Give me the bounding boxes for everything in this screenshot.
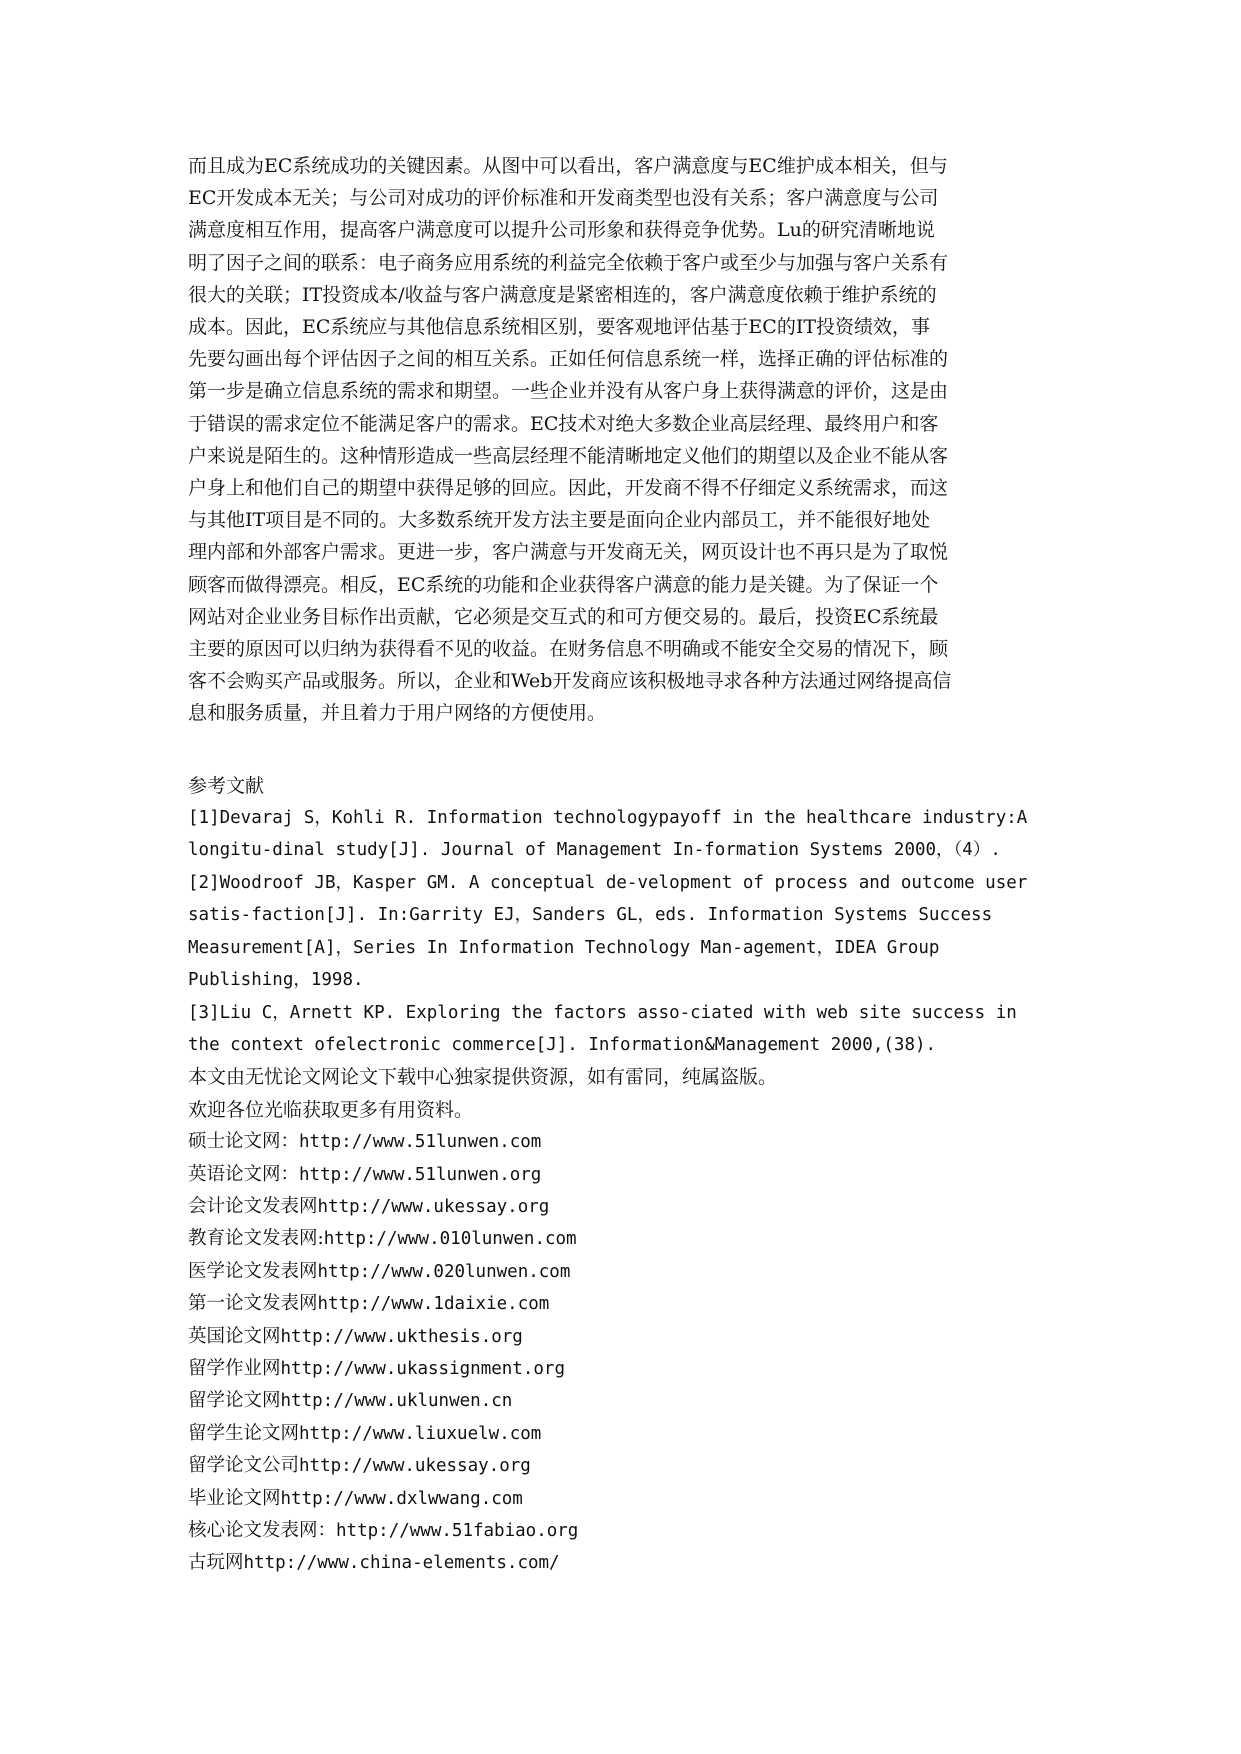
site-row: [188, 1223, 1054, 1255]
site-link[interactable]: http://www.020lunwen.com: [317, 1261, 571, 1282]
site-link[interactable]: http://www.china-elements.com/: [243, 1553, 560, 1574]
reference-line: [1]Devaraj S，Kohli R. Information technologypayoff in the healthcare industry:A: [188, 808, 1028, 829]
site-label: 核心论文发表网：: [188, 1520, 337, 1541]
site-link[interactable]: http://www.liuxuelw.com: [299, 1423, 542, 1444]
document-page: [188, 150, 1054, 1580]
site-label: 留学论文网: [188, 1390, 281, 1412]
site-link[interactable]: http://www.1daixie.com: [317, 1294, 550, 1315]
references-section: [188, 770, 1054, 1580]
site-row: [188, 1159, 1054, 1191]
reference-line: [2]Woodroof JB，Kasper GM. A conceptual de-velopment of process and outcome user: [188, 872, 1028, 893]
site-row: [188, 1191, 1054, 1223]
body-line: 于错误的需求定位不能满足客户的需求。EC技术对绝大多数企业高层经理、最终用户和客: [188, 412, 939, 435]
site-link[interactable]: http://www.51fabiao.org: [336, 1521, 579, 1541]
body-line: 而且成为EC系统成功的关键因素。从图中可以看出，客户满意度与EC维护成本相关，但与: [188, 155, 948, 177]
site-row: [188, 1385, 1054, 1417]
reference-line: [3]Liu C，Arnett KP. Exploring the factors asso-ciated with web site success in: [188, 1002, 1017, 1023]
site-label: 硕士论文网：: [188, 1131, 300, 1153]
body-line: 理内部和外部客户需求。更进一步，客户满意与开发商无关，网页设计也不再只是为了取悦: [188, 541, 949, 564]
body-line: 户来说是陌生的。这种情形造成一些高层经理不能清晰地定义他们的期望以及企业不能从客: [188, 444, 949, 467]
site-link[interactable]: http://www.ukessay.org: [317, 1196, 550, 1217]
site-label: 英国论文网: [188, 1325, 281, 1347]
site-row: [188, 1256, 1054, 1288]
site-row: [188, 1288, 1054, 1320]
notice-line: 本文由无忧论文网论文下载中心独家提供资源，如有雷同，纯属盗版。: [188, 1066, 778, 1089]
site-label: 教育论文发表网:: [188, 1228, 324, 1250]
site-row: [188, 1547, 1054, 1579]
site-link[interactable]: http://www.51lunwen.org: [299, 1164, 542, 1185]
site-row: [188, 1321, 1054, 1353]
site-label: 古玩网: [188, 1552, 244, 1574]
site-link[interactable]: http://www.uklunwen.cn: [280, 1391, 513, 1412]
site-row: [188, 1515, 1054, 1547]
site-link[interactable]: http://www.010lunwen.com: [323, 1229, 577, 1250]
site-label: 留学生论文网: [188, 1422, 300, 1444]
body-paragraph: [188, 150, 1054, 730]
body-line: 与其他IT项目是不同的。大多数系统开发方法主要是面向企业内部员工，并不能很好地处: [188, 509, 931, 532]
site-link[interactable]: http://www.ukassignment.org: [280, 1358, 565, 1379]
reference-line: Publishing，1998.: [188, 970, 364, 991]
site-row: [188, 1418, 1054, 1450]
site-row: [188, 1450, 1054, 1482]
body-line: 很大的关联；IT投资成本/收益与客户满意度是紧密相连的，客户满意度依赖于维护系统的: [188, 283, 937, 306]
site-row: [188, 1353, 1054, 1385]
body-line: 成本。因此，EC系统应与其他信息系统相区别，要客观地评估基于EC的IT投资绩效，事: [188, 316, 930, 339]
body-line: 息和服务质量，并且着力于用户网络的方便使用。: [188, 702, 607, 725]
reference-line: Measurement[A]，Series In Information Technology Man-agement，IDEA Group: [188, 937, 940, 958]
body-line: 户身上和他们自己的期望中获得足够的回应。因此，开发商不得不仔细定义系统需求，而这: [188, 477, 949, 500]
site-link[interactable]: http://www.ukthesis.org: [280, 1326, 523, 1347]
site-label: 留学作业网: [188, 1357, 281, 1379]
site-link[interactable]: http://www.51lunwen.com: [299, 1132, 542, 1153]
site-label: 会计论文发表网: [188, 1195, 318, 1217]
references-heading: 参考文献: [188, 774, 265, 797]
body-line: 第一步是确立信息系统的需求和期望。一些企业并没有从客户身上获得满意的评价，这是由: [188, 380, 949, 403]
site-row: [188, 1126, 1054, 1158]
body-line: 满意度相互作用，提高客户满意度可以提升公司形象和获得竞争优势。Lu的研究清晰地说: [188, 219, 935, 242]
reference-line: the context ofelectronic commerce[J]. Information&Management 2000,(38).: [188, 1034, 937, 1055]
body-line: 主要的原因可以归纳为获得看不见的收益。在财务信息不明确或不能安全交易的情况下，顾: [188, 638, 949, 661]
site-label: 医学论文发表网: [188, 1260, 318, 1282]
site-link[interactable]: http://www.dxlwwang.com: [280, 1488, 523, 1509]
site-list: [188, 1126, 1054, 1580]
body-line: 顾客而做得漂亮。相反，EC系统的功能和企业获得客户满意的能力是关键。为了保证一个: [188, 573, 939, 596]
site-label: 英语论文网：: [188, 1163, 300, 1185]
notice-line: 欢迎各位光临获取更多有用资料。: [188, 1098, 474, 1121]
body-line: 明了因子之间的联系：电子商务应用系统的利益完全依赖于客户或至少与加强与客户关系有: [188, 251, 949, 274]
site-label: 毕业论文网: [188, 1487, 281, 1509]
body-line: 先要勾画出每个评估因子之间的相互关系。正如任何信息系统一样，选择正确的评估标准的: [188, 348, 949, 371]
body-line: EC开发成本无关；与公司对成功的评价标准和开发商类型也没有关系；客户满意度与公司: [188, 187, 939, 210]
body-line: 网站对企业业务目标作出贡献，它必须是交互式的和可方便交易的。最后，投资EC系统最: [188, 605, 939, 628]
site-link[interactable]: http://www.ukessay.org: [299, 1456, 531, 1477]
reference-line: satis-faction[J]. In:Garrity EJ，Sanders GL，eds. Information Systems Success: [188, 905, 993, 926]
reference-line: longitu-dinal study[J]. Journal of Management In-formation Systems 2000，（4）.: [188, 840, 1001, 861]
site-label: 留学论文公司: [188, 1455, 300, 1477]
site-row: [188, 1483, 1054, 1515]
site-label: 第一论文发表网: [188, 1293, 318, 1315]
body-line: 客不会购买产品或服务。所以，企业和Web开发商应该积极地寻求各种方法通过网络提高信: [188, 670, 952, 693]
